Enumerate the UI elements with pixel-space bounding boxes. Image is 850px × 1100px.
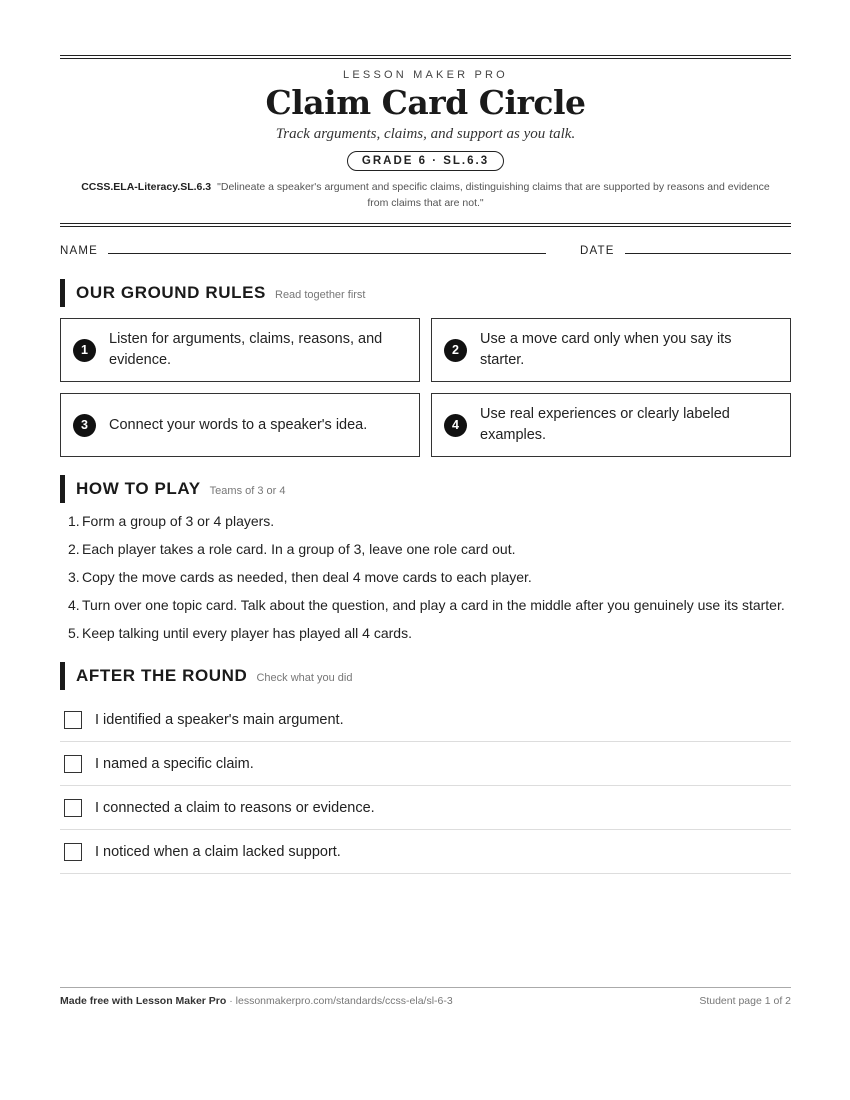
name-label: NAME	[60, 245, 99, 257]
rule-card	[60, 318, 420, 382]
standard-text: "Delineate a speaker's argument and specific claims, distinguishing claims that are supported by reasons and evidence from claims that are not."	[217, 181, 770, 209]
checklist-item	[60, 830, 791, 874]
header-top-rule	[60, 55, 791, 59]
list-item	[68, 511, 791, 532]
brand-name: LESSON MAKER PRO	[343, 69, 508, 81]
checklist-item	[60, 786, 791, 830]
after-round-checklist	[60, 698, 791, 874]
checklist-label: I named a specific claim.	[95, 755, 254, 772]
footer-credit	[60, 995, 453, 1007]
checklist-label: I noticed when a claim lacked support.	[95, 843, 341, 860]
rule-text: Connect your words to a speaker's idea.	[109, 416, 368, 433]
step-number: 1.	[68, 513, 80, 529]
footer-made-with: Made free with Lesson Maker Pro	[60, 995, 227, 1007]
step-text: Copy the move cards as needed, then deal 4 move cards to each player.	[82, 569, 532, 585]
rule-number-badge: 3	[73, 414, 96, 437]
list-item	[68, 539, 791, 560]
page-footer	[60, 987, 791, 1007]
name-field[interactable]	[108, 253, 546, 254]
after-round-title: AFTER THE ROUND	[76, 666, 248, 685]
rule-card	[60, 393, 420, 457]
after-round-note: Check what you did	[256, 672, 353, 684]
rule-card	[431, 318, 791, 382]
checkbox[interactable]	[64, 843, 82, 861]
step-text: Keep talking until every player has played all 4 cards.	[82, 625, 412, 641]
date-field[interactable]	[625, 253, 791, 254]
checklist-item	[60, 742, 791, 786]
rule-card	[431, 393, 791, 457]
footer-url[interactable]: · lessonmakerpro.com/standards/ccss-ela/sl-6-3	[226, 995, 453, 1007]
step-number: 2.	[68, 541, 80, 557]
checkbox[interactable]	[64, 755, 82, 773]
how-to-play-heading	[60, 475, 791, 503]
rule-number-badge: 2	[444, 339, 467, 362]
ground-rules-grid	[60, 318, 791, 457]
after-round-heading	[60, 662, 791, 690]
checkbox[interactable]	[64, 711, 82, 729]
how-to-play-steps	[60, 511, 791, 644]
header-bottom-rule	[60, 223, 791, 227]
standard-description	[60, 179, 791, 211]
page-title: Claim Card Circle	[265, 83, 586, 122]
step-text: Turn over one topic card. Talk about the question, and play a card in the middle after you genuinely use its starter.	[82, 597, 785, 613]
step-text: Form a group of 3 or 4 players.	[82, 513, 275, 529]
step-number: 3.	[68, 569, 80, 585]
rule-text: Use real experiences or clearly labeled examples.	[480, 406, 730, 443]
ground-rules-title: OUR GROUND RULES	[76, 283, 266, 302]
footer-page-info: Student page 1 of 2	[699, 995, 791, 1007]
rule-number-badge: 1	[73, 339, 96, 362]
worksheet-page	[60, 55, 791, 874]
checklist-label: I identified a speaker's main argument.	[95, 711, 344, 728]
rule-number-badge: 4	[444, 414, 467, 437]
rule-text: Use a move card only when you say its starter.	[480, 331, 732, 368]
how-to-play-title: HOW TO PLAY	[76, 479, 201, 498]
step-number: 5.	[68, 625, 80, 641]
grade-badge: GRADE 6 · SL.6.3	[347, 151, 504, 171]
page-subtitle: Track arguments, claims, and support as you talk.	[275, 126, 576, 142]
ground-rules-note: Read together first	[275, 289, 366, 301]
how-to-play-note: Teams of 3 or 4	[209, 485, 286, 497]
list-item	[68, 567, 791, 588]
ground-rules-heading	[60, 279, 791, 307]
checkbox[interactable]	[64, 799, 82, 817]
rule-text: Listen for arguments, claims, reasons, and evidence.	[109, 331, 383, 368]
standard-code: CCSS.ELA-Literacy.SL.6.3	[81, 181, 212, 193]
list-item	[68, 623, 791, 644]
name-date-row	[60, 245, 791, 257]
step-text: Each player takes a role card. In a group of 3, leave one role card out.	[82, 541, 516, 557]
date-label: DATE	[580, 245, 615, 257]
list-item	[68, 595, 791, 616]
checklist-item	[60, 698, 791, 742]
checklist-label: I connected a claim to reasons or evidence.	[95, 799, 375, 816]
step-number: 4.	[68, 597, 80, 613]
